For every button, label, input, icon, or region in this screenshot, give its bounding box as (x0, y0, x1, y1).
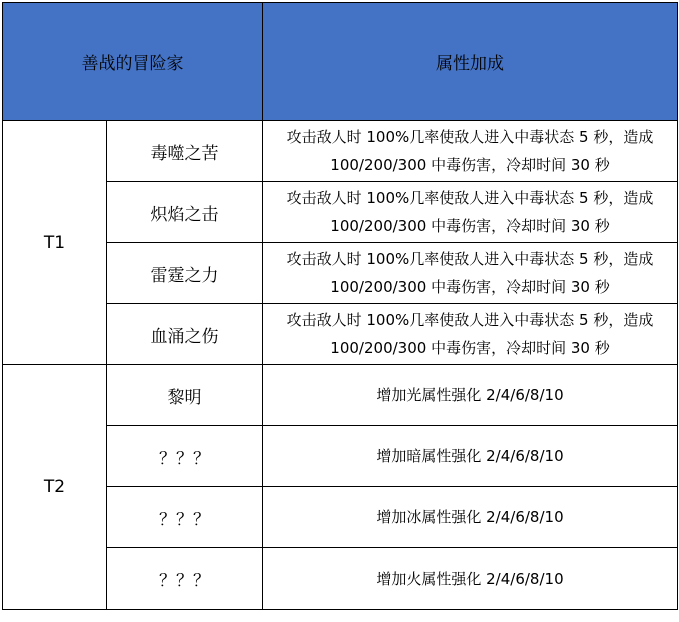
skill-description (263, 304, 678, 365)
skill-name: 雷霆之力 (107, 243, 263, 304)
description-line: 攻击敌人时 100%几率使敌人进入中毒状态 5 秒，造成 (286, 189, 654, 207)
skill-description (263, 121, 678, 182)
skill-description (263, 182, 678, 243)
description-line: 100/200/300 中毒伤害，冷却时间 30 秒 (330, 217, 610, 235)
skill-name: 炽焰之击 (107, 182, 263, 243)
skill-name: 黎明 (107, 365, 263, 426)
description-line: 攻击敌人时 100%几率使敌人进入中毒状态 5 秒，造成 (286, 250, 654, 268)
description-line: 100/200/300 中毒伤害，冷却时间 30 秒 (330, 156, 610, 174)
description-line: 攻击敌人时 100%几率使敌人进入中毒状态 5 秒，造成 (286, 128, 654, 146)
description-line: 100/200/300 中毒伤害，冷却时间 30 秒 (330, 278, 610, 296)
skill-name: ？？？ (107, 426, 263, 487)
description-line: 100/200/300 中毒伤害，冷却时间 30 秒 (330, 339, 610, 357)
skill-name: ？？？ (107, 487, 263, 548)
adventurer-attribute-table (2, 2, 678, 610)
skill-description (263, 243, 678, 304)
header-adventurer: 善战的冒险家 (3, 3, 263, 121)
skill-description: 增加暗属性强化 2/4/6/8/10 (263, 426, 678, 487)
skill-description: 增加冰属性强化 2/4/6/8/10 (263, 487, 678, 548)
skill-description: 增加光属性强化 2/4/6/8/10 (263, 365, 678, 426)
skill-name: 血涌之伤 (107, 304, 263, 365)
tier-label-t1: T1 (3, 121, 107, 365)
skill-description: 增加火属性强化 2/4/6/8/10 (263, 548, 678, 610)
skill-name: ？？？ (107, 548, 263, 610)
skill-name: 毒噬之苦 (107, 121, 263, 182)
tier-label-t2: T2 (3, 365, 107, 610)
header-attribute-bonus: 属性加成 (263, 3, 678, 121)
description-line: 攻击敌人时 100%几率使敌人进入中毒状态 5 秒，造成 (286, 311, 654, 329)
